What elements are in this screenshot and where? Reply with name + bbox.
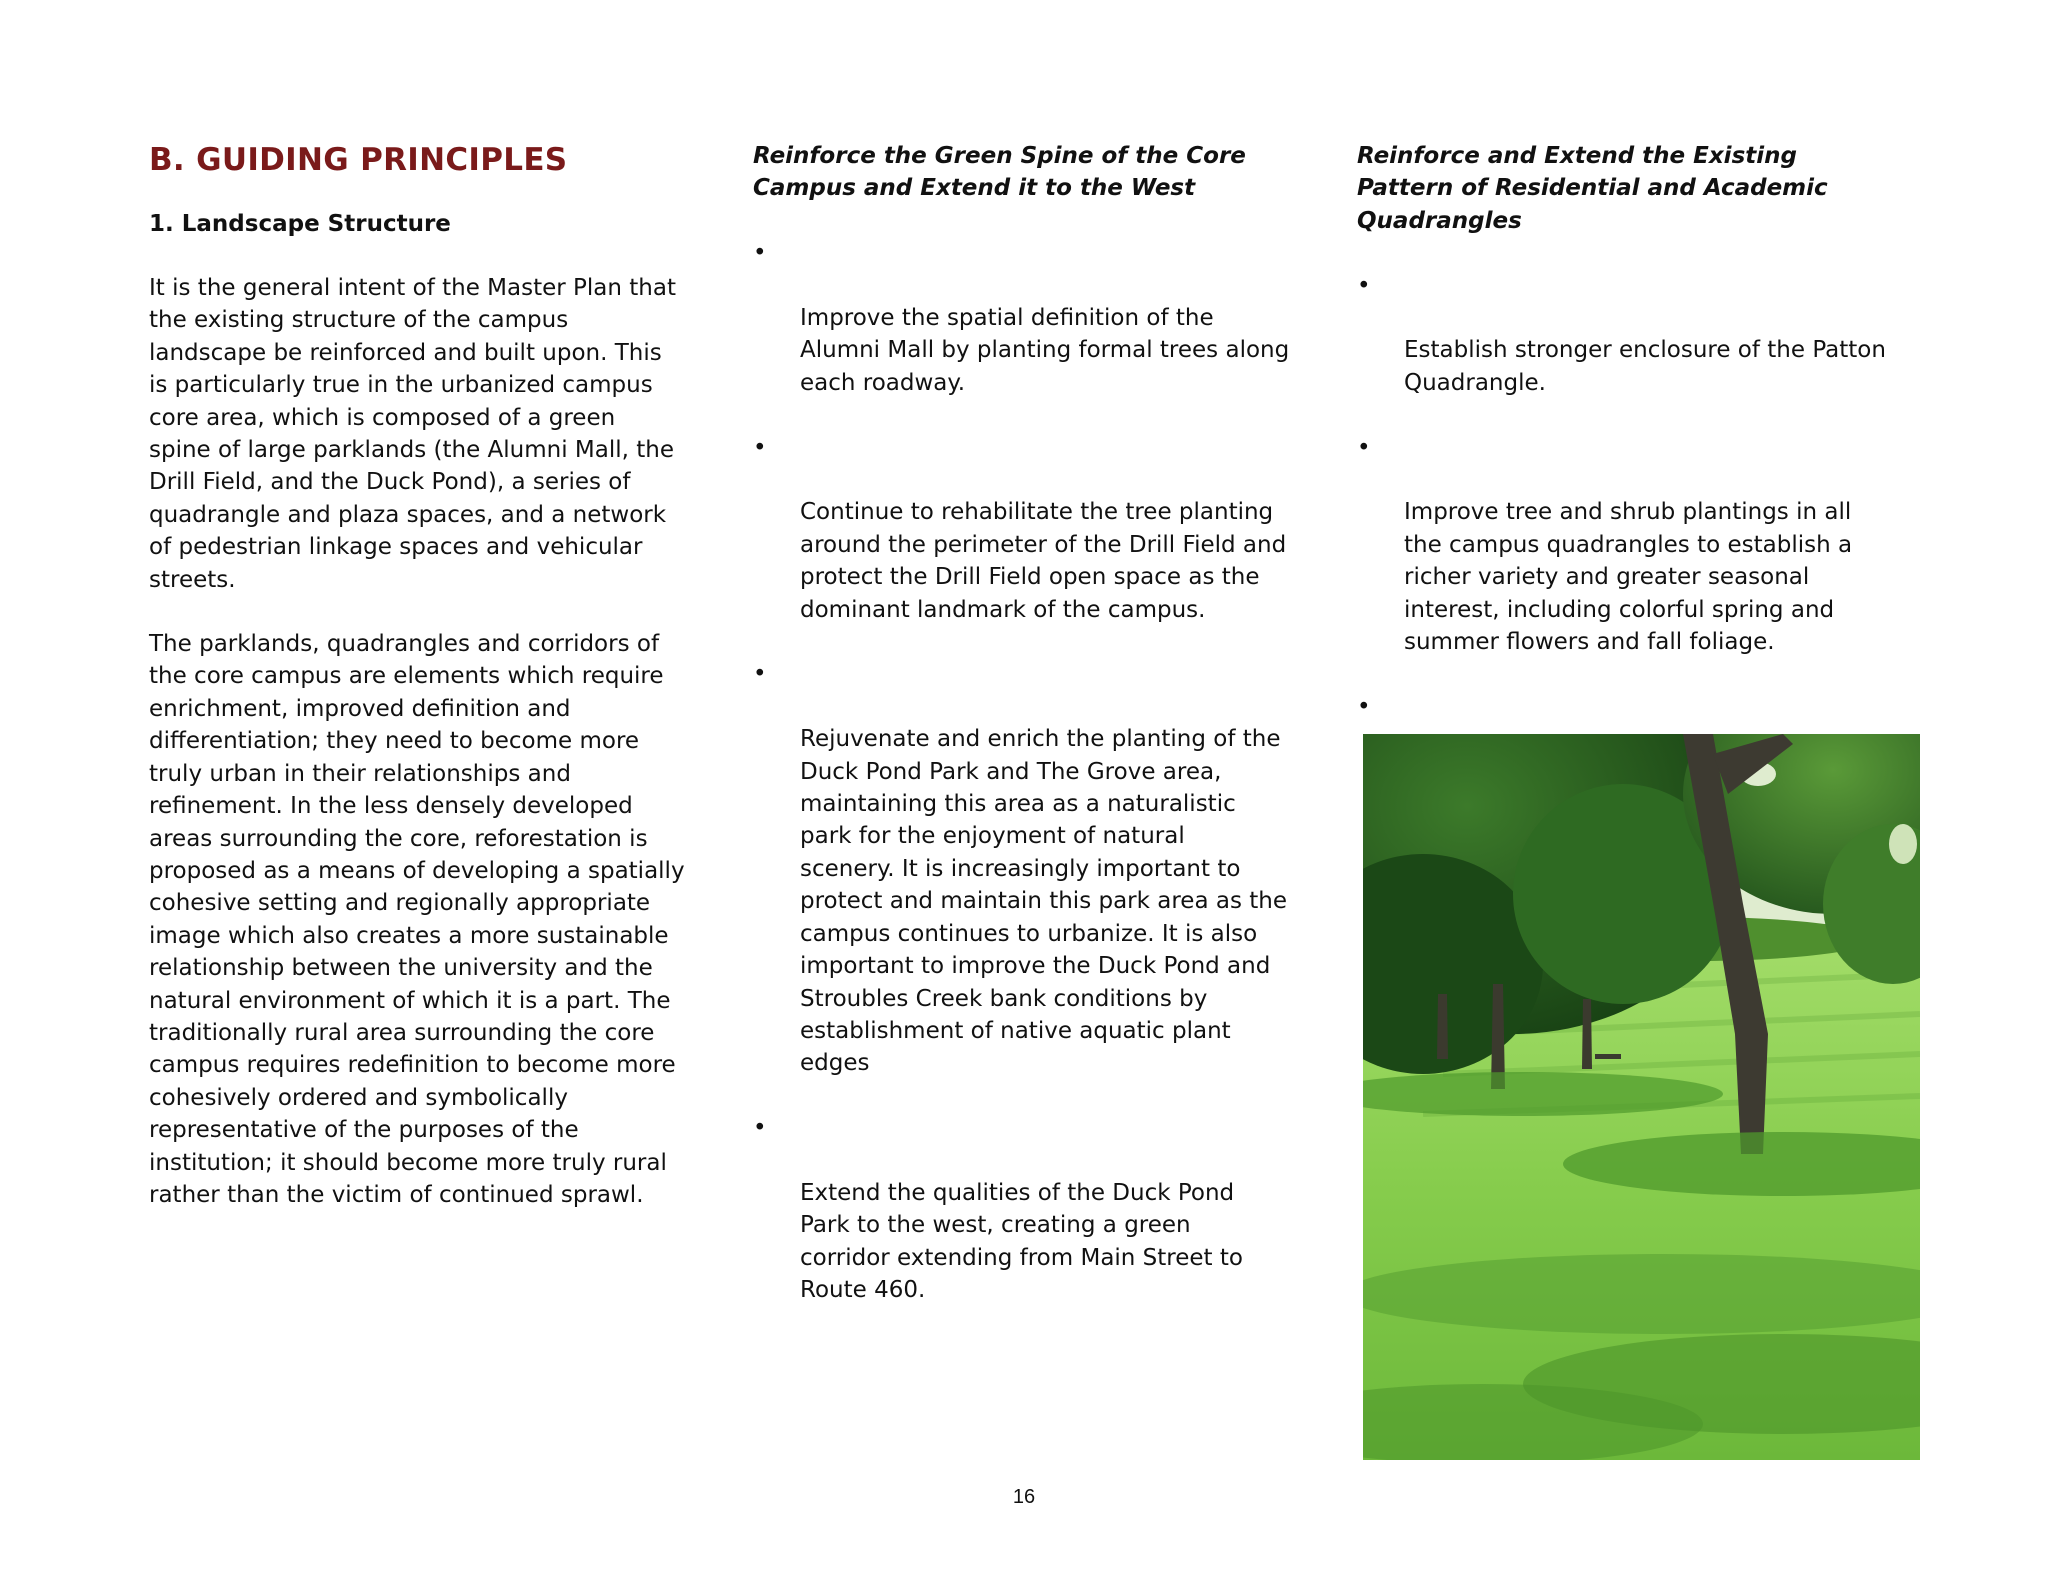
list-item-text: Improve tree and shrub plantings in all the campus quadrangles to establish a richer variety and greater seasonal interest, including colorful spring and summer flowers and fall foliage.	[1404, 499, 1853, 656]
list-item-text: Improve the spatial definition of the Alumni Mall by planting formal trees along each roadway.	[800, 305, 1290, 396]
photo-illustration	[1363, 734, 1920, 1460]
bullet-icon: •	[753, 434, 767, 461]
paragraph-2: The parklands, quadrangles and corridors of the core campus are elements which require enrichment, improved definition and differentiation; they need to become more truly urban in their relationships and refinement. In the less densely developed areas surrounding the core, reforestation is proposed as a means of developing a spatially cohesive setting and regionally appropriate image which also creates a more sustainable relationship between the university and the natural environment of which it is a part. The traditionally rural area surrounding the core campus requires redefinition to become more cohesively ordered and symbolically representative of the purposes of the institution; it should become more truly rural rather than the victim of continued sprawl.	[149, 631, 685, 1208]
bullet-icon: •	[753, 661, 767, 688]
subheading: 1. Landscape Structure	[149, 211, 451, 237]
column-landscape-structure	[149, 140, 709, 1211]
bullet-icon: •	[753, 1115, 767, 1142]
page-number: 16	[1012, 1486, 1036, 1508]
column-green-spine	[753, 140, 1313, 1307]
quadrangles-heading: Reinforce and Extend the Existing Pattern of Residential and Academic Quadrangles	[1357, 143, 1828, 234]
bullet-icon: •	[1357, 434, 1371, 461]
list-item	[753, 658, 1313, 1079]
list-item	[1357, 432, 1937, 659]
bullet-icon: •	[1357, 693, 1371, 720]
list-item	[753, 1112, 1313, 1306]
bullet-icon: •	[1357, 272, 1371, 299]
list-item	[753, 237, 1313, 399]
list-item-text: Rejuvenate and enrich the planting of the Duck Pond Park and The Grove area, maintaining this area as a naturalistic park for the enjoyment of natural scenery. It is increasingly important to protect and maintain this park area as the campus continues to urbanize. It is also important to improve the Duck Pond and Stroubles Creek bank conditions by establishment of native aquatic plant edges	[800, 726, 1287, 1077]
green-spine-heading: Reinforce the Green Spine of the Core Campus and Extend it to the West	[753, 143, 1246, 202]
paragraph-1: It is the general intent of the Master Plan that the existing structure of the campus landscape be reinforced and built upon. This is particularly true in the urbanized campus core area, which is composed of a green spine of large parklands (the Alumni Mall, the Drill Field, and the Duck Pond), a series of quadrangle and plaza spaces, and a network of pedestrian linkage spaces and vehicular streets.	[149, 275, 676, 593]
list-item-text: Extend the qualities of the Duck Pond Park to the west, creating a green corridor extending from Main Street to Route 460.	[800, 1179, 1243, 1304]
list-item-text: Continue to rehabilitate the tree planting around the perimeter of the Drill Field and protect the Drill Field open space as the dominant landmark of the campus.	[800, 499, 1287, 623]
bullet-icon: •	[753, 240, 767, 267]
list-item	[753, 432, 1313, 626]
list-item	[1357, 270, 1937, 400]
trees-on-lawn-photo	[1363, 734, 1920, 1460]
section-title: B. GUIDING PRINCIPLES	[149, 142, 568, 178]
list-item-text: Establish stronger enclosure of the Patton Quadrangle.	[1404, 337, 1886, 396]
green-spine-bullet-list	[753, 237, 1313, 1306]
